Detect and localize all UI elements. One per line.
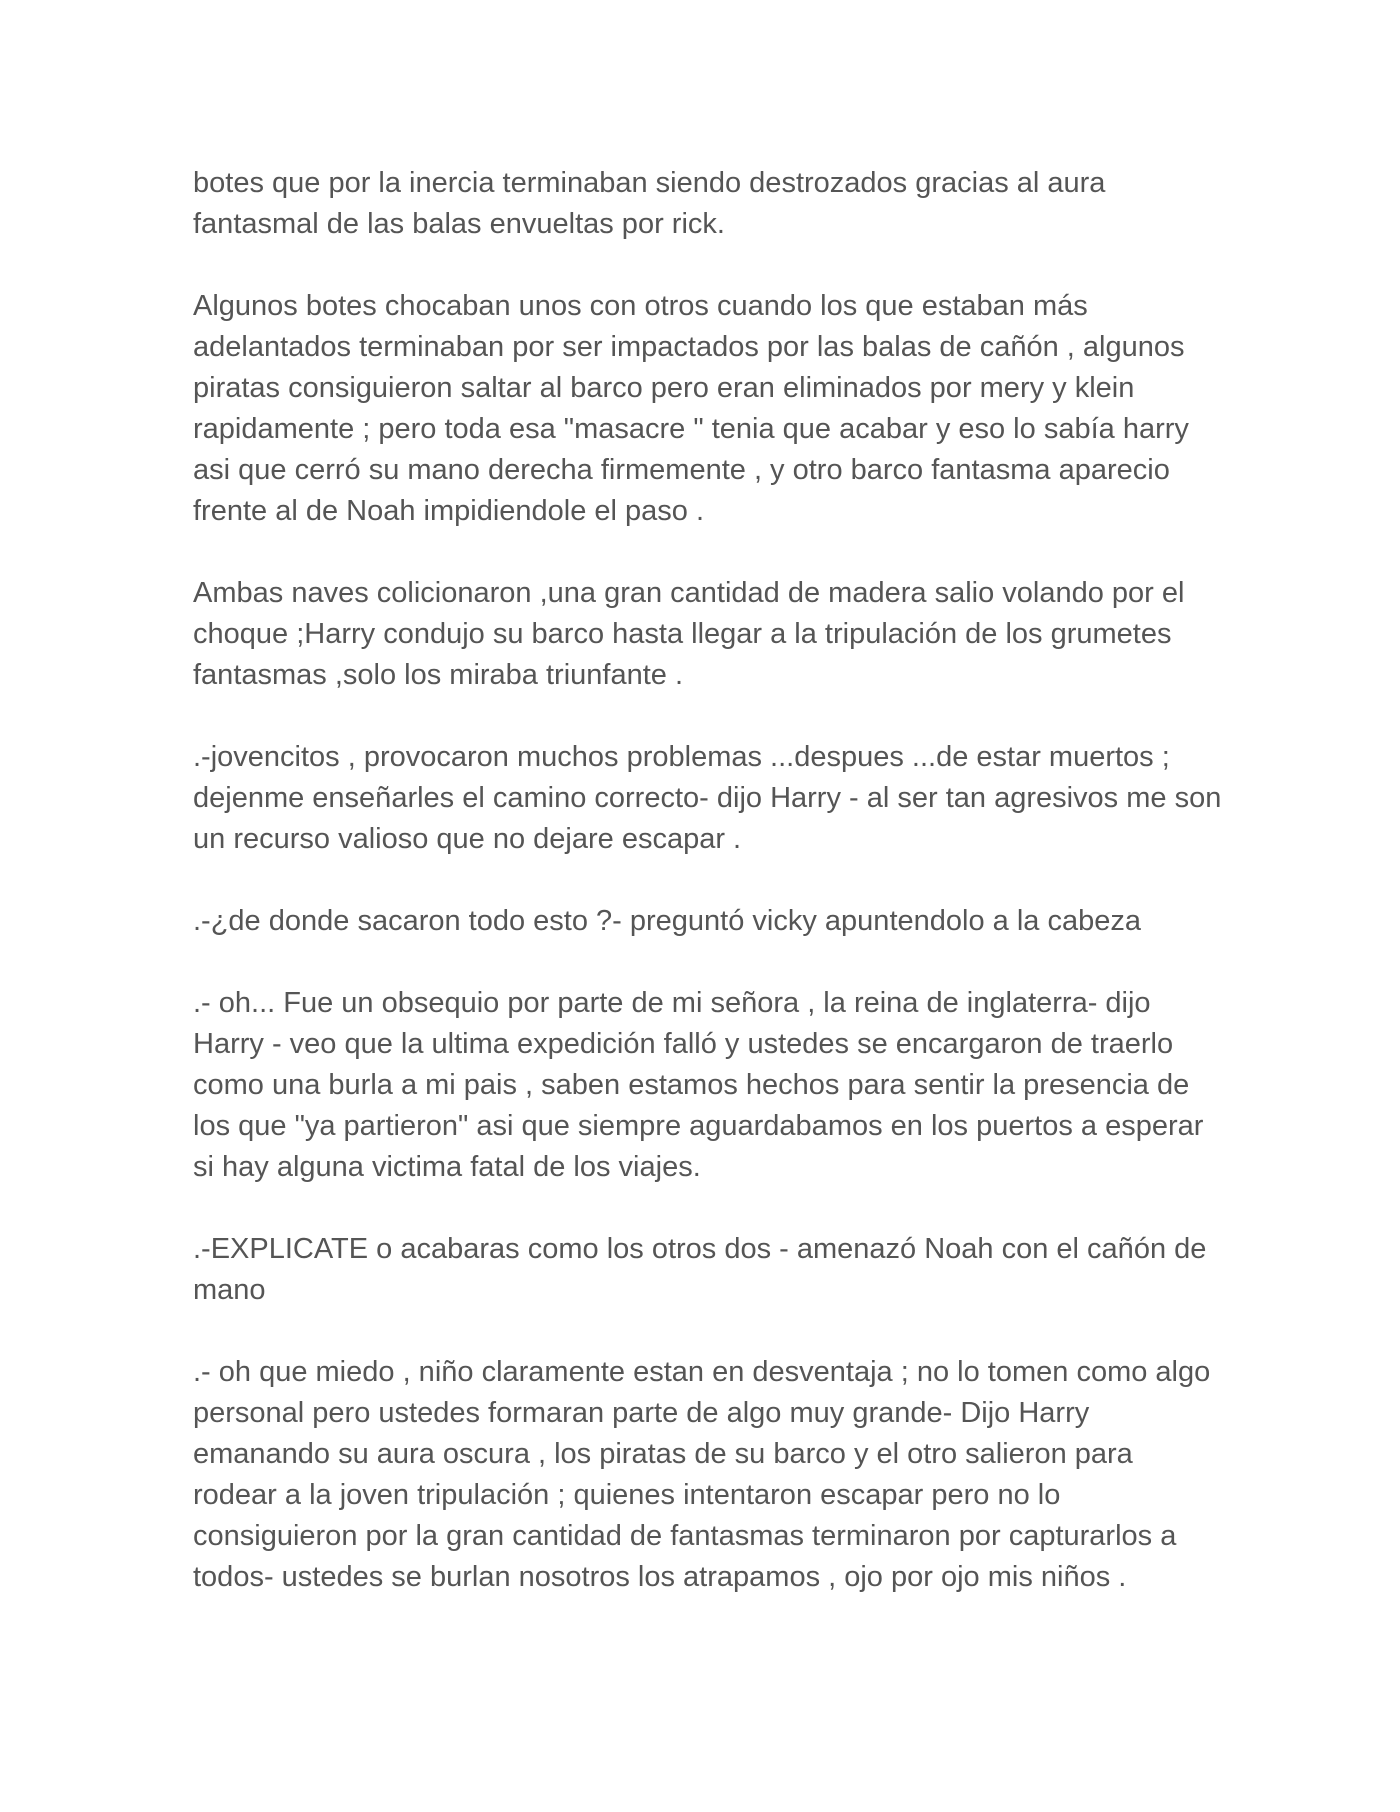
paragraph-2: Algunos botes chocaban unos con otros cuando los que estaban más adelantados terminaban por ser impactados por las balas de cañón , algunos piratas consiguieron saltar al barco pero eran eliminados por mery y klein rapidamente ; pero toda esa "masacre " tenia que acabar y eso lo sabía harry asi que cerró su mano derecha firmemente , y otro barco fantasma aparecio frente al de Noah impidiendole el paso . (193, 290, 1189, 527)
paragraph-3: Ambas naves colicionaron ,una gran cantidad de madera salio volando por el choque ;Harry condujo su barco hasta llegar a la tripulación de los grumetes fantasmas ,solo los miraba triunfante . (193, 577, 1185, 691)
paragraph-8: .- oh que miedo , niño claramente estan en desventaja ; no lo tomen como algo personal pero ustedes formaran parte de algo muy grande- Dijo Harry emanando su aura oscura , los piratas de su barco y el otro salieron para rodear a la joven tripulación ; quienes intentaron escapar pero no lo consiguieron por la gran cantidad de fantasmas terminaron por capturarlos a todos- ustedes se burlan nosotros los atrapamos , ojo por ojo mis niños . (193, 1356, 1211, 1593)
document-body (193, 163, 1223, 1639)
paragraph-4: .-jovencitos , provocaron muchos problemas ...despues ...de estar muertos ; dejenme enseñarles el camino correcto- dijo Harry - al ser tan agresivos me son un recurso valioso que no dejare escapar . (193, 741, 1222, 855)
paragraph-7: .-EXPLICATE o acabaras como los otros dos - amenazó Noah con el cañón de mano (193, 1233, 1207, 1306)
paragraph-1: botes que por la inercia terminaban siendo destrozados gracias al aura fantasmal de las balas envueltas por rick. (193, 167, 1106, 240)
paragraph-5: .-¿de donde sacaron todo esto ?- preguntó vicky apuntendolo a la cabeza (193, 905, 1141, 937)
paragraph-6: .- oh... Fue un obsequio por parte de mi señora , la reina de inglaterra- dijo Harry - veo que la ultima expedición falló y ustedes se encargaron de traerlo como una burla a mi pais , saben estamos hechos para sentir la presencia de los que "ya partieron" asi que siempre aguardabamos en los puertos a esperar si hay alguna victima fatal de los viajes. (193, 987, 1204, 1183)
